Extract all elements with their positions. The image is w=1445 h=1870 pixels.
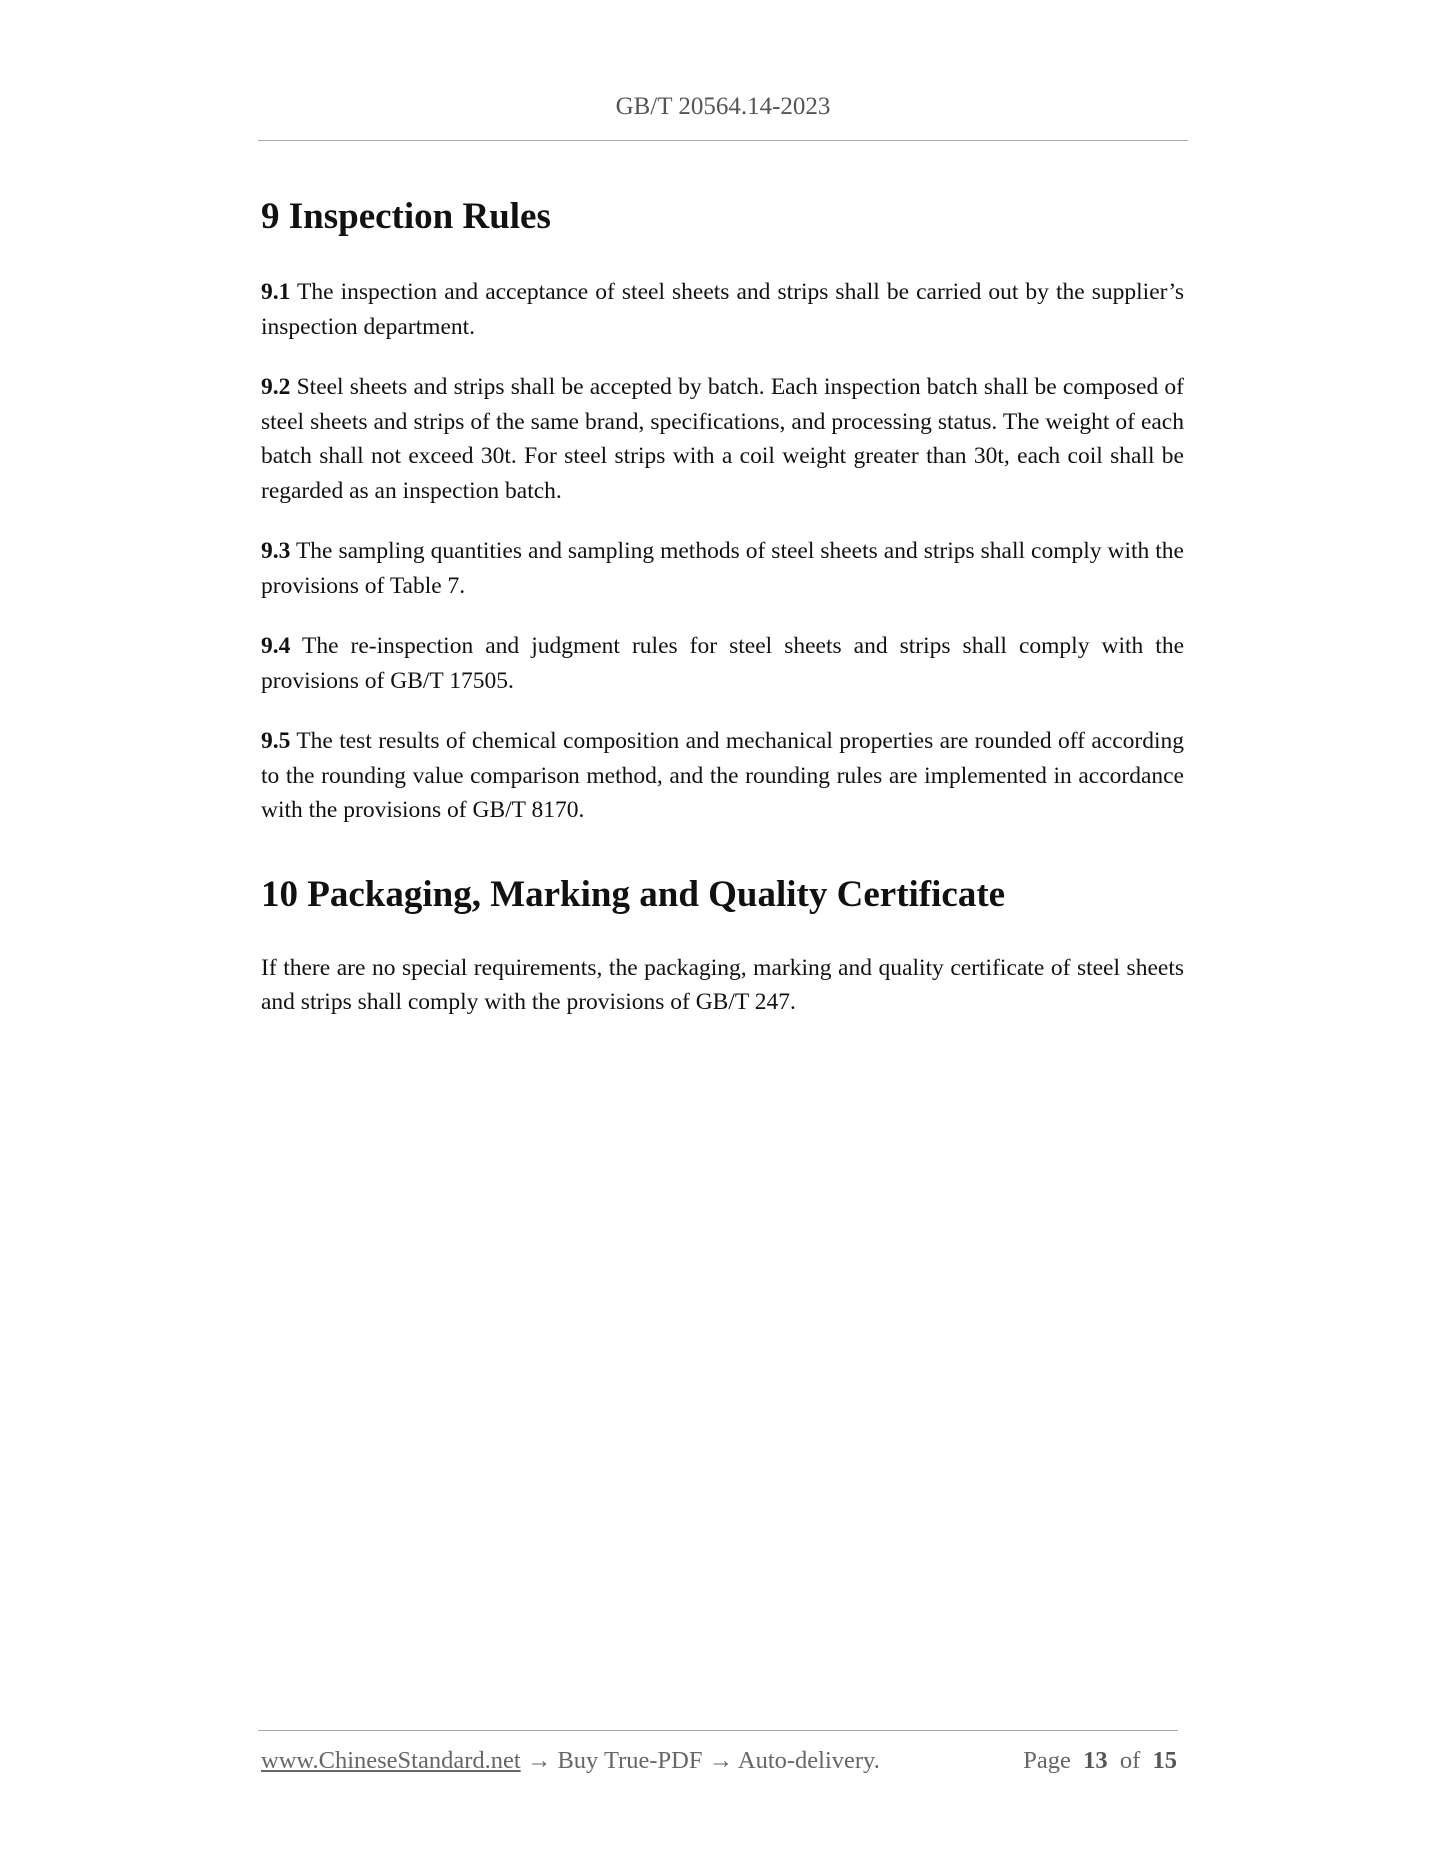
clause-9-4: [261, 629, 1184, 698]
footer-divider: [258, 1730, 1178, 1731]
standard-number: GB/T 20564.14-2023: [615, 93, 831, 120]
page-current: 13: [1083, 1747, 1108, 1774]
page-total: 15: [1152, 1747, 1177, 1774]
clause-text: The sampling quantities and sampling methods of steel sheets and strips shall comply with the provisions of Table 7.: [261, 538, 1184, 599]
section-10-paragraph: If there are no special requirements, the packaging, marking and quality certificate of steel sheets and strips shall comply with the provisions of GB/T 247.: [261, 954, 1184, 1015]
clause-text: The test results of chemical composition and mechanical properties are rounded off according to the rounding value comparison method, and the rounding rules are implemented in accordance with the provisions of GB/T 8170.: [261, 728, 1184, 823]
page-indicator: [1023, 1747, 1177, 1775]
clause-9-5: [261, 724, 1184, 828]
document-header: [258, 93, 1188, 121]
auto-delivery-text: Auto-delivery.: [737, 1747, 880, 1774]
clause-text: Steel sheets and strips shall be accepted by batch. Each inspection batch shall be composed of steel sheets and strips of the same brand, specifications, and processing status. The weight of each batch shall not exceed 30t. For steel strips with a coil weight greater than 30t, each coil shall be regarded as an inspection batch.: [261, 374, 1184, 504]
clause-number: 9.4: [261, 633, 291, 659]
clause-number: 9.3: [261, 538, 291, 564]
footer-promo: [261, 1747, 880, 1775]
buy-pdf-text: Buy True-PDF: [557, 1747, 703, 1774]
clause-number: 9.2: [261, 374, 291, 400]
section-10-heading: 10 Packaging, Marking and Quality Certificate: [261, 873, 1006, 915]
header-divider: [258, 140, 1188, 141]
arrow-right-icon: →: [520, 1747, 558, 1774]
clause-number: 9.1: [261, 279, 291, 305]
clause-9-2: [261, 370, 1184, 508]
clause-number: 9.5: [261, 728, 291, 754]
clause-9-3: [261, 534, 1184, 603]
website-link[interactable]: www.ChineseStandard.net: [261, 1747, 521, 1774]
of-label: of: [1119, 1747, 1141, 1774]
page-label: Page: [1023, 1747, 1071, 1774]
page-content: [261, 195, 1184, 1046]
arrow-right-icon: →: [702, 1747, 738, 1774]
clause-text: The re-inspection and judgment rules for steel sheets and strips shall comply with the provisions of GB/T 17505.: [261, 633, 1184, 694]
section-9-heading: 9 Inspection Rules: [261, 196, 551, 237]
clause-9-1: [261, 275, 1184, 344]
clause-text: The inspection and acceptance of steel sheets and strips shall be carried out by the supplier’s inspection department.: [261, 279, 1184, 340]
